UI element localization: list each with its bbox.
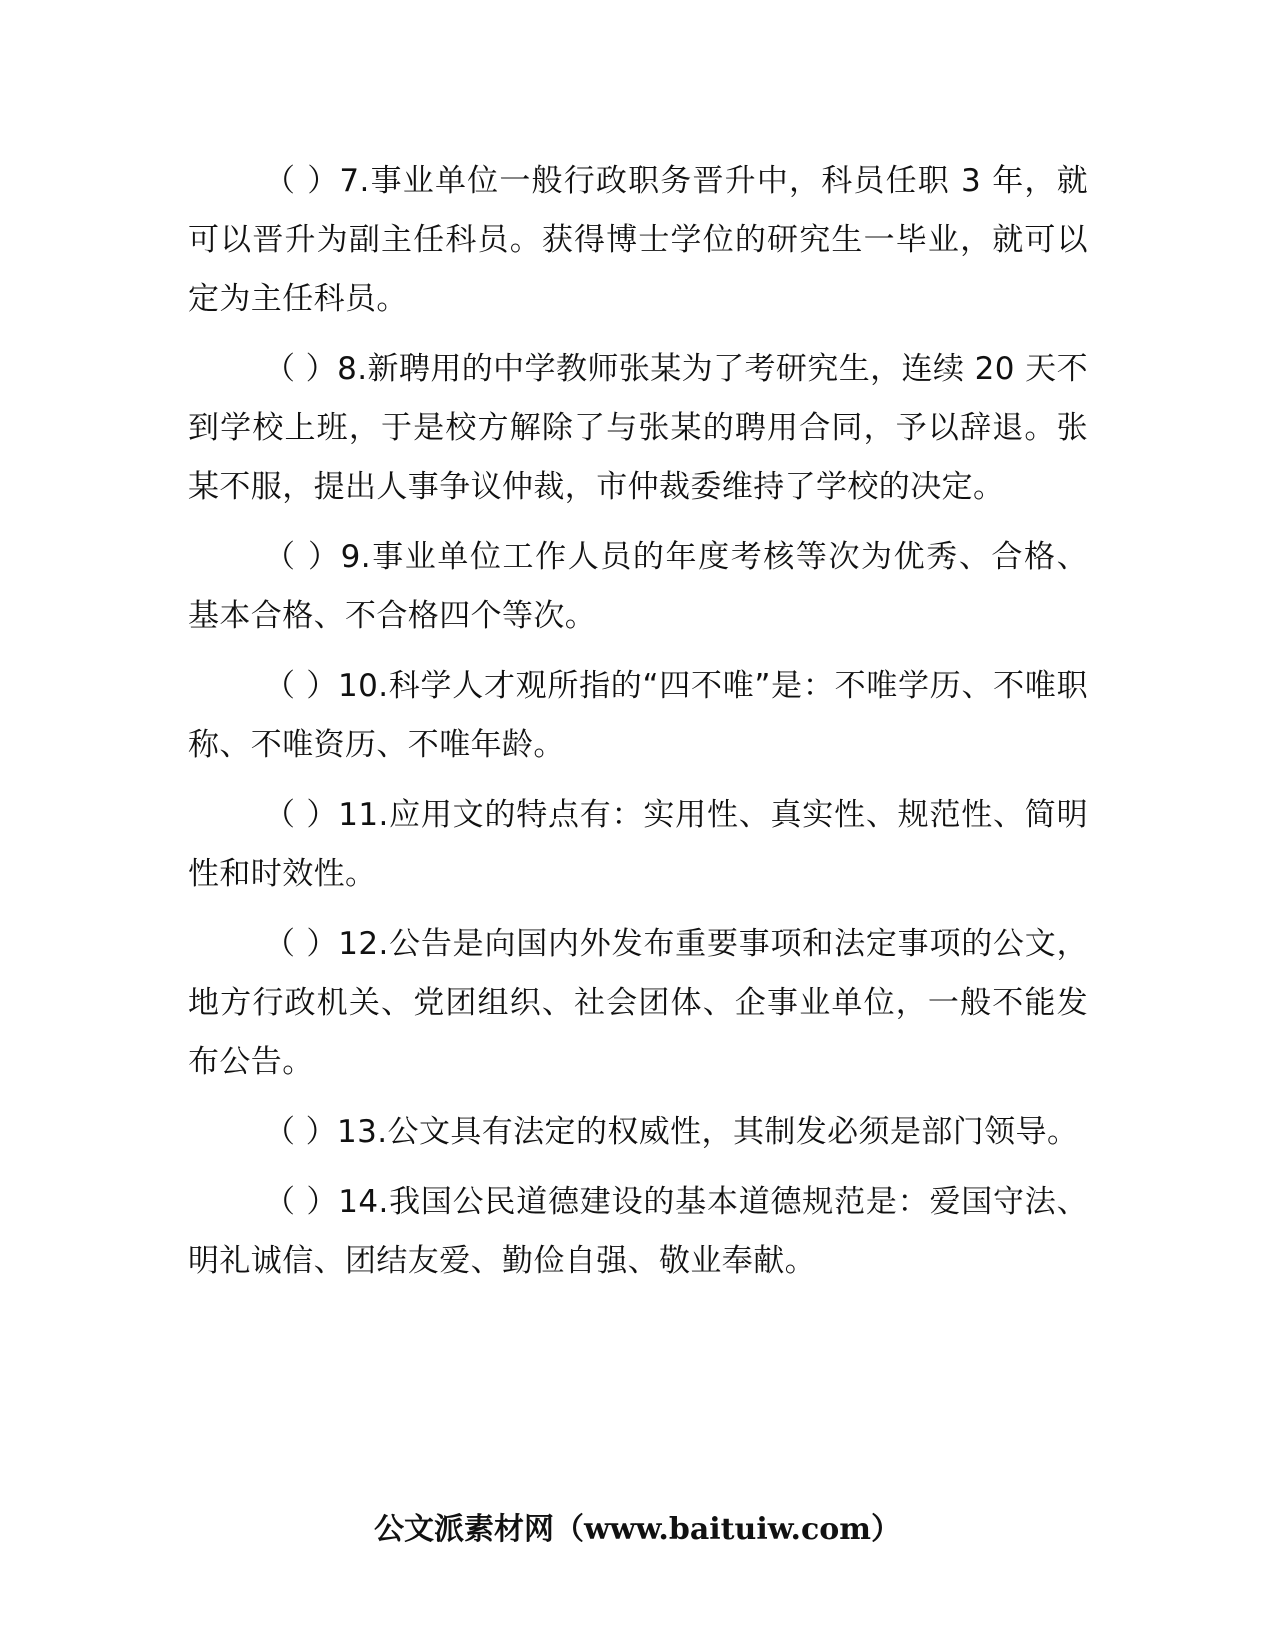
question-12: （ ）12.公告是向国内外发布重要事项和法定事项的公文，地方行政机关、党团组织、社会团体、企事业单位，一般不能发布公告。 bbox=[188, 926, 1088, 1080]
footer-watermark: 公文派素材网（www.baituiw.com） bbox=[373, 1512, 902, 1547]
question-14: （ ）14.我国公民道德建设的基本道德规范是：爱国守法、明礼诚信、团结友爱、勤俭自强、敬业奉献。 bbox=[188, 1184, 1088, 1279]
question-9: （ ）9.事业单位工作人员的年度考核等次为优秀、合格、基本合格、不合格四个等次。 bbox=[188, 539, 1088, 634]
question-7: （ ）7.事业单位一般行政职务晋升中，科员任职 3 年，就可以晋升为副主任科员。获得博士学位的研究生一毕业，就可以定为主任科员。 bbox=[188, 163, 1088, 317]
question-11: （ ）11.应用文的特点有：实用性、真实性、规范性、简明性和时效性。 bbox=[188, 797, 1088, 892]
question-list bbox=[188, 152, 1088, 1302]
question-10: （ ）10.科学人才观所指的“四不唯”是：不唯学历、不唯职称、不唯资历、不唯年龄。 bbox=[188, 668, 1088, 763]
question-8: （ ）8.新聘用的中学教师张某为了考研究生，连续 20 天不到学校上班，于是校方解除了与张某的聘用合同，予以辞退。张某不服，提出人事争议仲裁，市仲裁委维持了学校的决定。 bbox=[188, 351, 1088, 505]
question-13: （ ）13.公文具有法定的权威性，其制发必须是部门领导。 bbox=[264, 1114, 1079, 1150]
